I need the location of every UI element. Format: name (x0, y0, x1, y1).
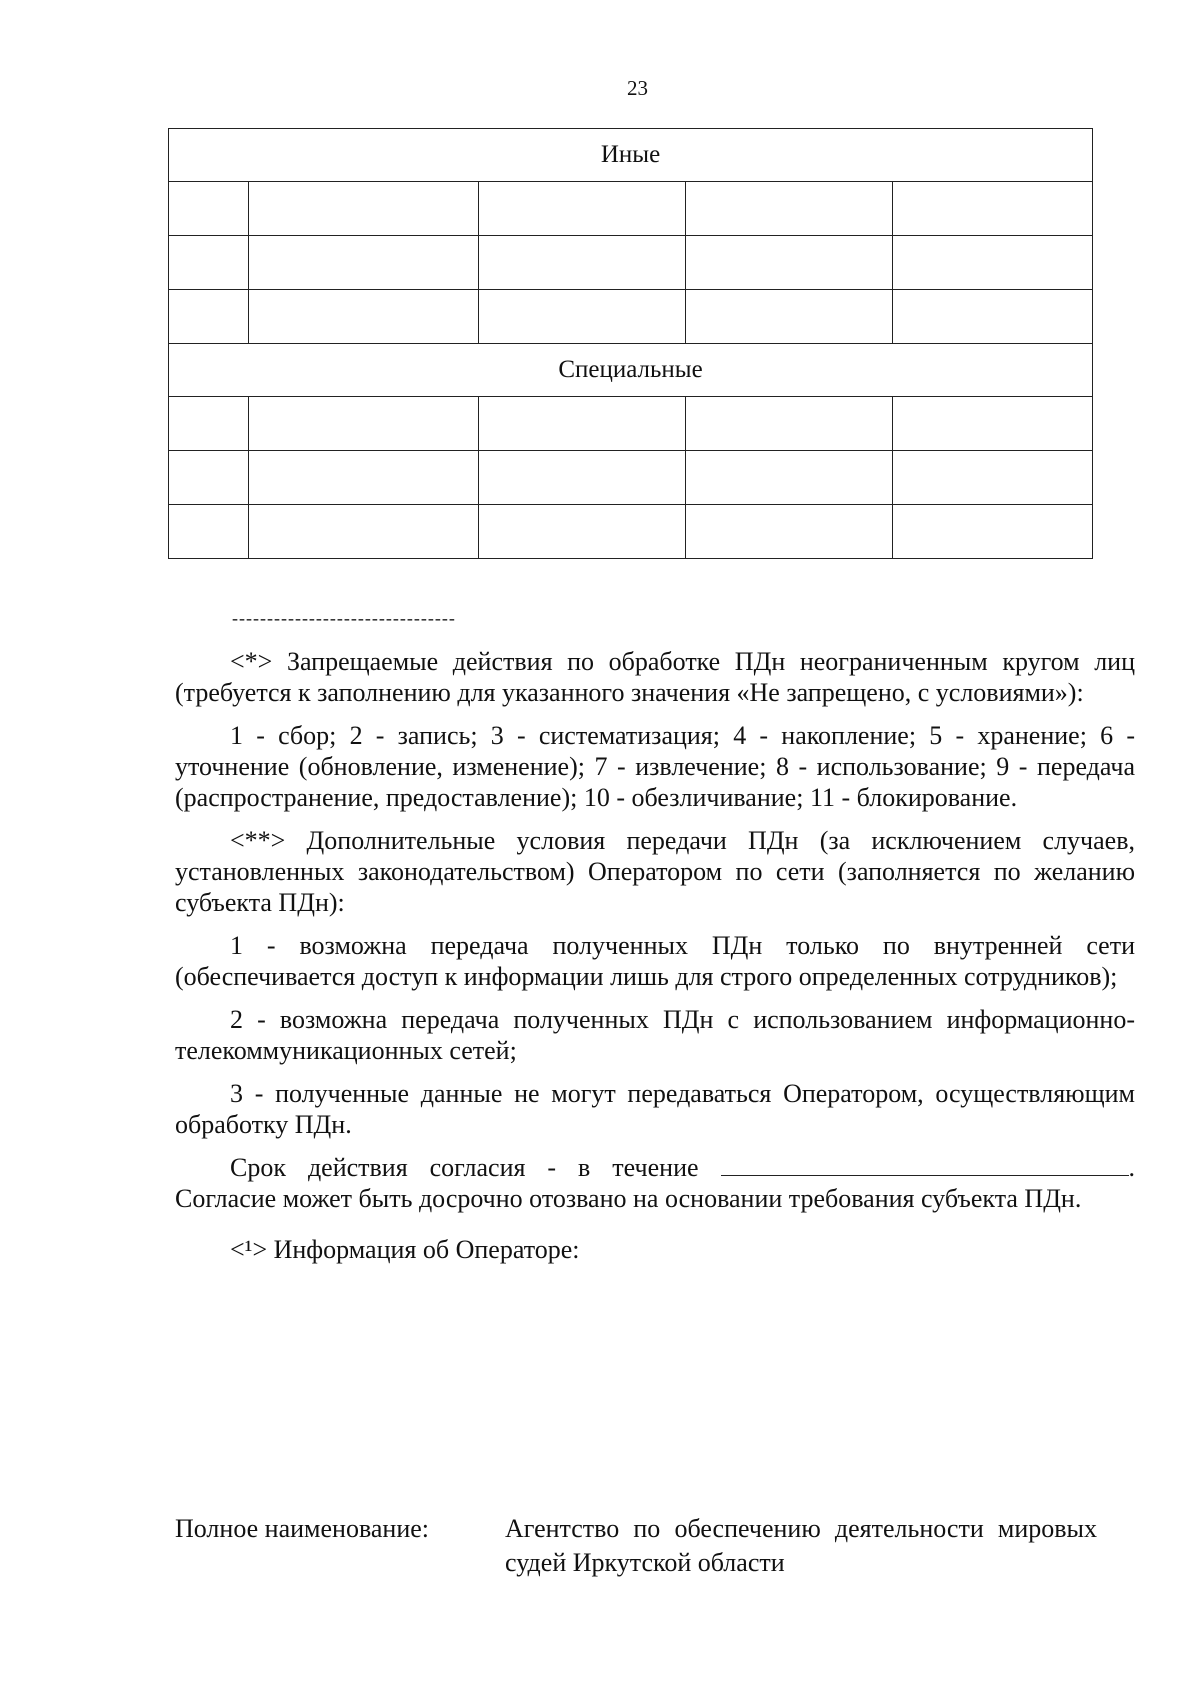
table-cell[interactable] (893, 182, 1093, 236)
table-cell[interactable] (893, 236, 1093, 290)
operator-label: Полное наименование: (175, 1514, 430, 1543)
table-cell[interactable] (249, 505, 479, 559)
table-cell[interactable] (479, 397, 686, 451)
section-title-other: Иные (169, 129, 1093, 182)
table-cell[interactable] (479, 451, 686, 505)
table-cell[interactable] (249, 182, 479, 236)
section-header-row (169, 344, 1093, 397)
table-row (169, 290, 1093, 344)
table-row (169, 397, 1093, 451)
term-suffix: . Согласие может быть досрочно отозвано на основании требования субъекта ПДн. (175, 1153, 1135, 1213)
table-cell[interactable] (169, 451, 249, 505)
table-cell[interactable] (686, 182, 893, 236)
table-cell[interactable] (249, 397, 479, 451)
note2-item2: 2 - возможна передача полученных ПДн с использованием информационно-телекоммуникационных сетей; (175, 1005, 1135, 1065)
table-cell[interactable] (686, 236, 893, 290)
table-cell[interactable] (479, 505, 686, 559)
table-cell[interactable] (893, 397, 1093, 451)
note2-item3: 3 - полученные данные не могут передаваться Оператором, осуществляющим обработку ПДн. (175, 1079, 1135, 1139)
section-header-row (169, 129, 1093, 182)
operator-heading: <¹> Информация об Операторе: (230, 1235, 580, 1264)
table-row (169, 182, 1093, 236)
note2-item1: 1 - возможна передача полученных ПДн только по внутренней сети (обеспечивается доступ к информации лишь для строго определенных сотрудников); (175, 931, 1135, 991)
table-cell[interactable] (893, 451, 1093, 505)
table-cell[interactable] (893, 505, 1093, 559)
table-cell[interactable] (686, 505, 893, 559)
footnote-divider: -------------------------------- (232, 608, 456, 628)
note1-list: 1 - сбор; 2 - запись; 3 - систематизация; 4 - накопление; 5 - хранение; 6 - уточнение (обновление, изменение); 7 - извлечение; 8 - использование; 9 - передача (распространение, предоставление); 10 - обезличивание; 11 - блокирование. (175, 721, 1135, 812)
table-cell[interactable] (169, 290, 249, 344)
table-cell[interactable] (169, 397, 249, 451)
table-cell[interactable] (169, 182, 249, 236)
note1-intro: <*> Запрещаемые действия по обработке ПДн неограниченным кругом лиц (требуется к заполнению для указанного значения «Не запрещено, с условиями»): (175, 647, 1135, 707)
table-cell[interactable] (479, 290, 686, 344)
table-cell[interactable] (893, 290, 1093, 344)
page-number: 23 (627, 76, 648, 100)
table-cell[interactable] (169, 505, 249, 559)
section-title-special: Специальные (169, 344, 1093, 397)
table-cell[interactable] (249, 290, 479, 344)
table-cell[interactable] (686, 397, 893, 451)
table-cell[interactable] (249, 236, 479, 290)
footnotes-block (175, 646, 1135, 1277)
table-cell[interactable] (249, 451, 479, 505)
table-cell[interactable] (479, 236, 686, 290)
consent-term (175, 1152, 1135, 1214)
table-cell[interactable] (686, 451, 893, 505)
operator-value: Агентство по обеспечению деятельности мировых судей Иркутской области (505, 1514, 1097, 1577)
data-table (168, 128, 1093, 559)
table-row (169, 451, 1093, 505)
table-cell[interactable] (479, 182, 686, 236)
table-cell[interactable] (686, 290, 893, 344)
term-prefix: Срок действия согласия - в течение (230, 1153, 699, 1182)
term-blank-field[interactable] (721, 1153, 1129, 1176)
note2-intro: <**> Дополнительные условия передачи ПДн (за исключением случаев, установленных законодательством) Оператором по сети (заполняется по желанию субъекта ПДн): (175, 826, 1135, 917)
table-row (169, 236, 1093, 290)
table-cell[interactable] (169, 236, 249, 290)
table-row (169, 505, 1093, 559)
